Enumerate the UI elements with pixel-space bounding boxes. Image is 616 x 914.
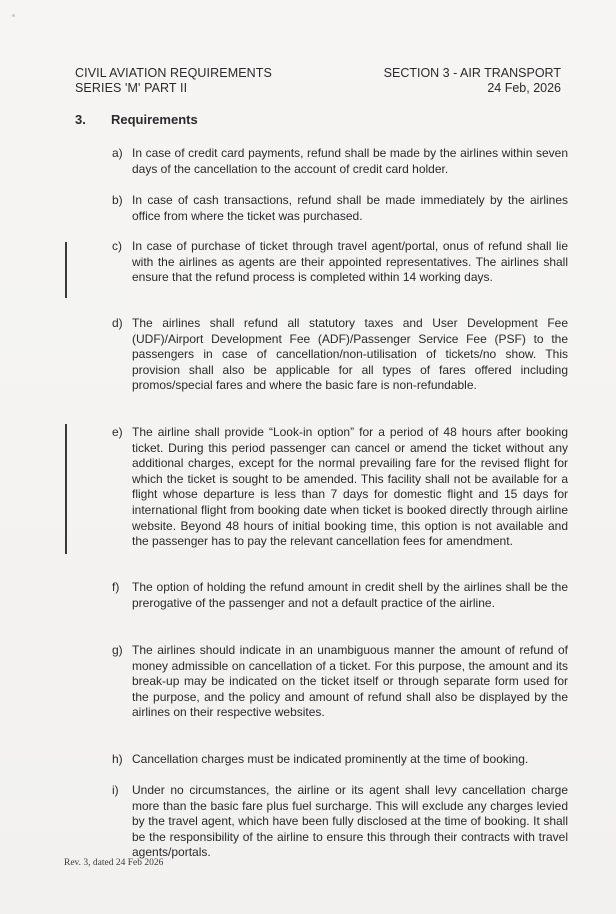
header-date: 24 Feb, 2026	[487, 81, 561, 95]
revision-margin-bar	[65, 242, 67, 298]
section-title: Requirements	[111, 112, 198, 127]
list-item-label: b)	[112, 193, 123, 207]
section-number: 3.	[75, 112, 86, 127]
header-series: SERIES 'M' PART II	[75, 81, 188, 95]
list-item-text: The airline shall provide “Look-in option” for a period of 48 hours after booking ticket. During this period passenger can cancel or amend the ticket without any additional charges, except for the normal prevailing fare for the revised flight for which the ticket is sought to be amended. This facility shall not be available for a flight whose departure is less than 7 days for domestic flight and 15 days for international flight from booking date when ticket is booked directly through airline website. Beyond 48 hours of initial booking time, this option is not available and the passenger has to pay the relevant cancellation fees for amendment.	[132, 425, 568, 549]
list-item-label: e)	[112, 425, 123, 439]
list-item-label: h)	[112, 752, 123, 766]
revision-footer: Rev. 3, dated 24 Feb 2026	[64, 858, 164, 868]
section-heading	[75, 112, 198, 127]
list-item-text: Under no circumstances, the airline or its agent shall levy cancellation charge more than the basic fare plus fuel surcharge. This will exclude any charges levied by the travel agent, which have been fully disclosed at the time of booking. It shall be the responsibility of the airline to ensure this through their contracts with travel agents/portals.	[132, 783, 568, 860]
list-item	[112, 425, 568, 550]
list-item	[112, 783, 568, 861]
list-item	[112, 580, 568, 611]
list-item-text: The airlines shall refund all statutory taxes and User Development Fee (UDF)/Airport Development Fee (ADF)/Passenger Service Fee (PSF) to the passengers in case of cancellation/non-utilisation of tickets/no show. This provision shall also be applicable for all types of fares offered including promos/special fares and where the basic fare is non-refundable.	[132, 316, 568, 393]
list-item-label: i)	[112, 783, 119, 797]
header-title: CIVIL AVIATION REQUIREMENTS	[75, 66, 272, 80]
list-item-text: In case of cash transactions, refund shall be made immediately by the airlines office from where the ticket was purchased.	[132, 193, 568, 223]
list-item-label: f)	[112, 580, 120, 594]
list-item-label: a)	[112, 146, 123, 160]
list-item	[112, 146, 568, 177]
list-item-text: In case of purchase of ticket through travel agent/portal, onus of refund shall lie with the airlines as agents are their appointed representatives. The airlines shall ensure that the refund process is completed within 14 working days.	[132, 239, 568, 285]
scan-speck	[12, 14, 15, 17]
list-item-label: c)	[112, 239, 122, 253]
list-item	[112, 316, 568, 394]
revision-margin-bar	[65, 424, 67, 554]
list-item-text: The airlines should indicate in an unambiguous manner the amount of refund of money admissible on cancellation of a ticket. For this purpose, the amount and its break-up may be indicated on the ticket itself or through separate form used for the purpose, and the policy and amount of refund shall also be displayed by the airlines on their respective websites.	[132, 643, 568, 720]
list-item	[112, 752, 568, 768]
list-item-label: d)	[112, 316, 123, 330]
list-item-label: g)	[112, 643, 123, 657]
list-item-text: Cancellation charges must be indicated prominently at the time of booking.	[132, 752, 529, 766]
list-item-text: In case of credit card payments, refund shall be made by the airlines within seven days of the cancellation to the account of credit card holder.	[132, 146, 568, 176]
list-item-text: The option of holding the refund amount in credit shell by the airlines shall be the prerogative of the passenger and not a default practice of the airline.	[132, 580, 568, 610]
list-item	[112, 239, 568, 286]
list-item	[112, 193, 568, 224]
list-item	[112, 643, 568, 721]
header-section: SECTION 3 - AIR TRANSPORT	[383, 66, 561, 80]
header-left	[75, 66, 272, 96]
header-right	[384, 66, 561, 96]
